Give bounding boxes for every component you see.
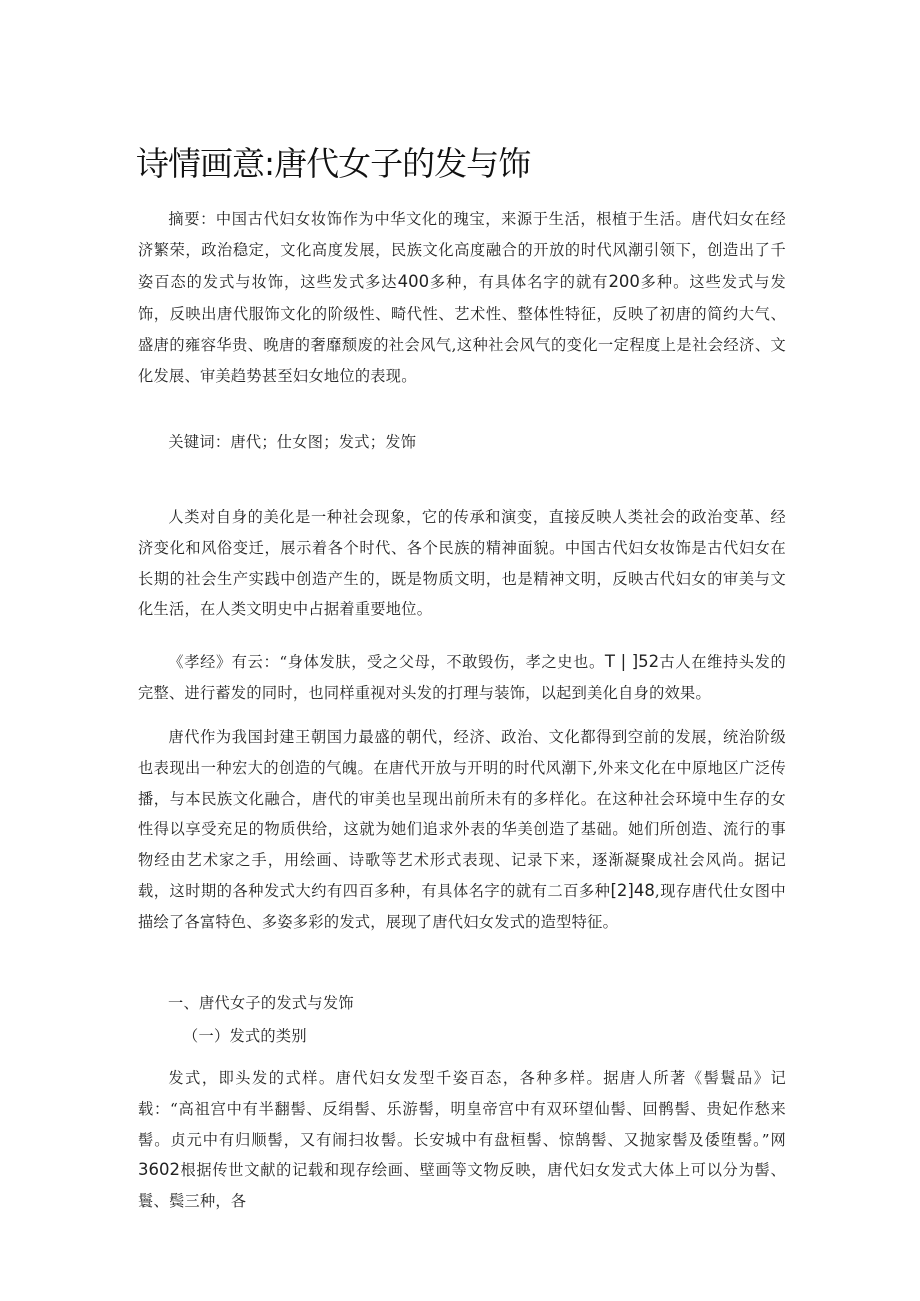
abstract-text-2: 多种，有具体名字的就有 — [429, 273, 609, 292]
intro-paragraph-2 — [138, 647, 786, 709]
body-paragraph-1 — [138, 1063, 786, 1217]
subsection-heading: （一）发式的类别 — [183, 1027, 307, 1045]
intro-3-text-2: ,现存唐代仕女图中描绘了各富特色、多姿多彩的发式，展现了唐代妇女发式的造型特征。 — [138, 881, 787, 931]
body-1-text-1: 发式，即头发的式样。唐代妇女发型千姿百态，各种多样。据唐人所著《髻鬟品》记载：“高祖宫中有半翻髻、反绢髻、乐游髻，明皇帝宫中有双环望仙髻、回鹘髻、贵妃作愁来髻。贞元中有归顺髻，又有闹扫妆髻。长安城中有盘桓髻、惊鹄髻、又抛家髻及倭堕髻。”网 — [138, 1069, 786, 1149]
body-1-citation: 3602 — [138, 1160, 180, 1180]
body-1-text-2: 根据传世文献的记载和现存绘画、壁画等文物反映，唐代妇女发式大体上可以分为髻、鬟、鬓三种，各 — [138, 1161, 786, 1211]
abstract-paragraph — [138, 204, 786, 392]
intro-paragraph-1: 人类对自身的美化是一种社会现象，它的传承和演变，直接反映人类社会的政治变革、经济变化和风俗变迁，展示着各个时代、各个民族的精神面貌。中国古代妇女妆饰是古代妇女在长期的社会生产实践中创造产生的，既是物质文明，也是精神文明，反映古代妇女的审美与文化生活，在人类文明史中占据着重要地位。 — [138, 508, 786, 619]
intro-2-citation: T | ]52 — [604, 652, 660, 671]
intro-2-text-2: 古人在维持头发的完整、进行蓄发的同时，也同样重视对头发的打理与装饰，以起到美化自身的效果。 — [138, 653, 786, 702]
abstract-number-400: 400 — [397, 272, 430, 292]
section-heading: 一、唐代女子的发式与发饰 — [168, 994, 354, 1012]
abstract-text-1: 摘要：中国古代妇女妆饰作为中华文化的瑰宝，来源于生活，根植于生活。唐代妇女在经济繁荣，政治稳定，文化高度发展，民族文化高度融合的开放的时代风潮引领下，创造出了千姿百态的发式与妆饰，这些发式多达 — [138, 210, 786, 292]
intro-3-citation: [2]48 — [610, 880, 655, 900]
keywords-line: 关键词：唐代；仕女图；发式；发饰 — [168, 433, 417, 451]
intro-3-text-1: 唐代作为我国封建王朝国力最盛的朝代，经济、政治、文化都得到空前的发展，统治阶级也表现出一种宏大的创造的气魄。在唐代开放与开明的时代风潮下,外来文化在中原地区广泛传播，与本民族文化融合，唐代的审美也呈现出前所未有的多样化。在这种社会环境中生存的女性得以享受充足的物质供给，这就为她们追求外表的华美创造了基础。她们所创造、流行的事物经由艺术家之手，用绘画、诗歌等艺术形式表现、记录下来，逐渐凝聚成社会风尚。据记载，这时期的各种发式大约有四百多种，有具体名字的就有二百多种 — [138, 728, 786, 900]
document-title: 诗情画意:唐代女子的发与饰 — [136, 144, 531, 183]
intro-paragraph-3 — [138, 722, 786, 938]
intro-2-text-1: 《孝经》有云：“身体发肤，受之父母，不敢毁伤，孝之史也。 — [168, 653, 605, 671]
abstract-text-3: 多种。这些发式与发饰，反映出唐代服饰文化的阶级性、畸代性、艺术性、整体性特征，反映了初唐的简约大气、盛唐的雍容华贵、晚唐的奢靡颓废的社会风气,这种社会风气的变化一定程度上是社会经济、文化发展、审美趋势甚至妇女地位的表现。 — [138, 273, 786, 386]
abstract-number-200: 200 — [608, 272, 640, 292]
